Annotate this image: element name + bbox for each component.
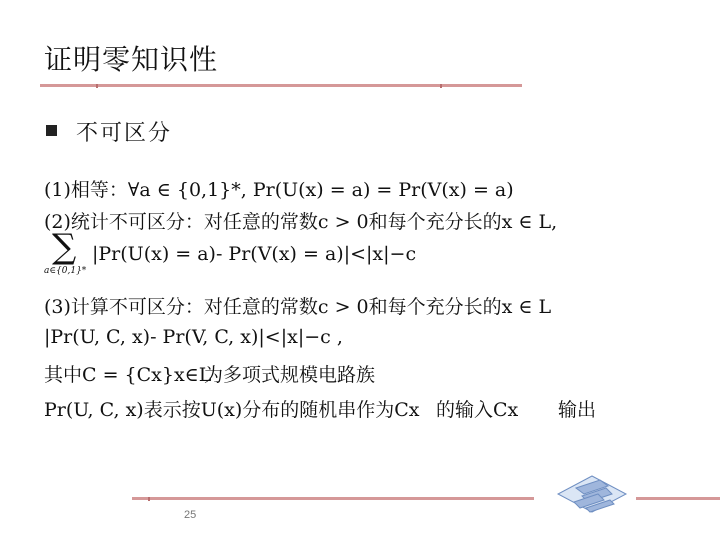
footer-tick <box>148 497 150 501</box>
output-definition-line <box>44 395 420 422</box>
bullet-heading: 不可区分 <box>76 121 173 146</box>
title-divider <box>40 84 522 87</box>
equality-line <box>44 175 514 202</box>
sum-expression: |Pr(U(x) = a)- Pr(V(x) = a)|<|x|−c <box>92 243 417 265</box>
footer-divider-left <box>132 497 534 500</box>
output-text: 输出 <box>558 399 597 421</box>
probability-difference-line <box>44 326 343 348</box>
input-text: 的输入Cx <box>436 399 519 421</box>
probability-difference: |Pr(U, C, x)- Pr(V, C, x)|<|x|−c , <box>44 326 343 348</box>
statistical-text: (2)统计不可区分：对任意的常数c > 0和每个充分长的x ∈ L, <box>44 211 558 233</box>
computational-line <box>44 292 551 319</box>
bullet-square <box>46 125 57 136</box>
equality-text: (1)相等：∀a ∈ {0,1}*, Pr(U(x) = a) = Pr(V(x) = a) <box>44 179 514 201</box>
sum-symbol: ∑ <box>52 227 77 267</box>
circuit-family-line <box>44 360 211 387</box>
logo-icon <box>556 474 628 522</box>
sum-expression-line <box>92 243 416 265</box>
sum-subscript: a∈{0,1}* <box>44 266 87 276</box>
circuit-family-desc: 为多项式规模电路族 <box>204 364 376 386</box>
output-definition: Pr(U, C, x)表示按U(x)分布的随机串作为Cx <box>44 399 420 421</box>
divider-tick <box>440 84 442 88</box>
divider-tick <box>96 84 98 88</box>
slide-title: 证明零知识性 <box>44 43 219 76</box>
footer-divider-right <box>636 497 720 500</box>
statistical-line <box>44 207 557 234</box>
circuit-family-def: 其中C = {Cx}x∈L <box>44 364 212 386</box>
computational-text: (3)计算不可区分：对任意的常数c > 0和每个充分长的x ∈ L <box>44 296 552 318</box>
page-number: 25 <box>184 509 197 521</box>
